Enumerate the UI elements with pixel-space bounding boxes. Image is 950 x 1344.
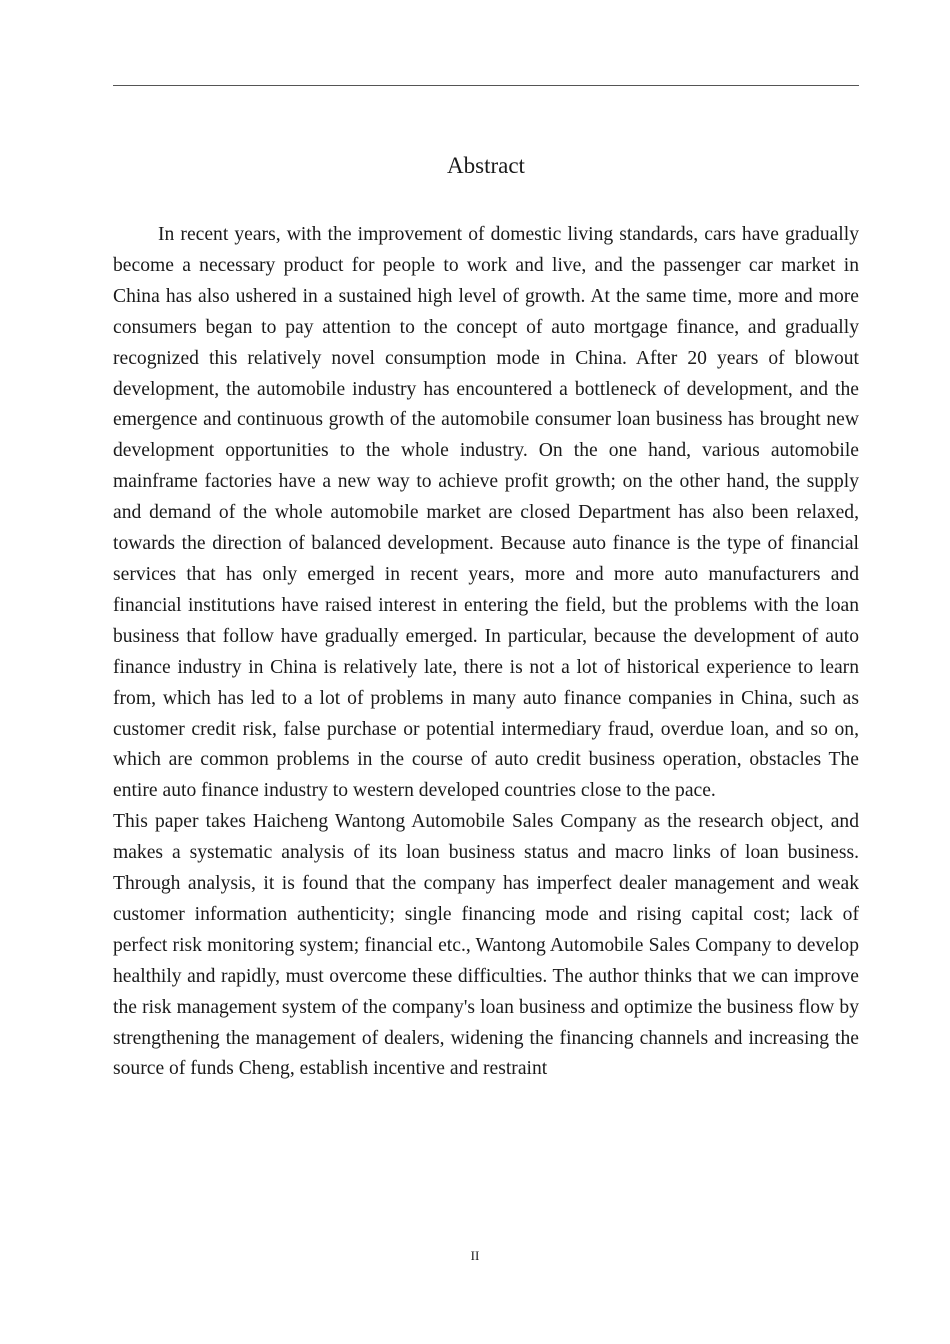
abstract-body [113,220,859,1210]
abstract-title: Abstract [447,153,525,178]
page-number: II [470,1248,480,1263]
header-rule [113,85,859,86]
abstract-paragraph-1: In recent years, with the improvement of domestic living standards, cars have gradually become a necessary product for people to work and live, and the passenger car market in China has also ushered in a sustained high level of growth. At the same time, more and more consumers began to pay attention to the concept of auto mortgage finance, and gradually recognized this relatively novel consumption mode in China. After 20 years of blowout development, the automobile industry has encountered a bottleneck of development, and the emergence and continuous growth of the automobile consumer loan business has brought new development opportunities to the whole industry. On the one hand, various automobile mainframe factories have a new way to achieve profit growth; on the other hand, the supply and demand of the whole automobile market are closed Department has also been relaxed, towards the direction of balanced development. Because auto finance is the type of financial services that has only emerged in recent years, more and more auto manufacturers and financial institutions have raised interest in entering the field, but the problems with the loan business that follow have gradually emerged. In particular, because the development of auto finance industry in China is relatively late, there is not a lot of historical experience to learn from, which has led to a lot of problems in many auto finance companies in China, such as customer credit risk, false purchase or potential intermediary fraud, overdue loan, and so on, which are common problems in the course of auto credit business operation, obstacles The entire auto finance industry to western developed countries close to the pace. [113,224,859,802]
abstract-paragraph-2: This paper takes Haicheng Wantong Automobile Sales Company as the research object, and makes a systematic analysis of its loan business status and macro links of loan business. Through analysis, it is found that the company has imperfect dealer management and weak customer information authenticity; single financing mode and rising capital cost; lack of perfect risk monitoring system; financial etc., Wantong Automobile Sales Company to develop healthily and rapidly, must overcome these difficulties. The author thinks that we can improve the risk management system of the company's loan business and optimize the business flow by strengthening the management of dealers, widening the financing channels and increasing the source of funds Cheng, establish incentive and restraint [113,811,859,1080]
